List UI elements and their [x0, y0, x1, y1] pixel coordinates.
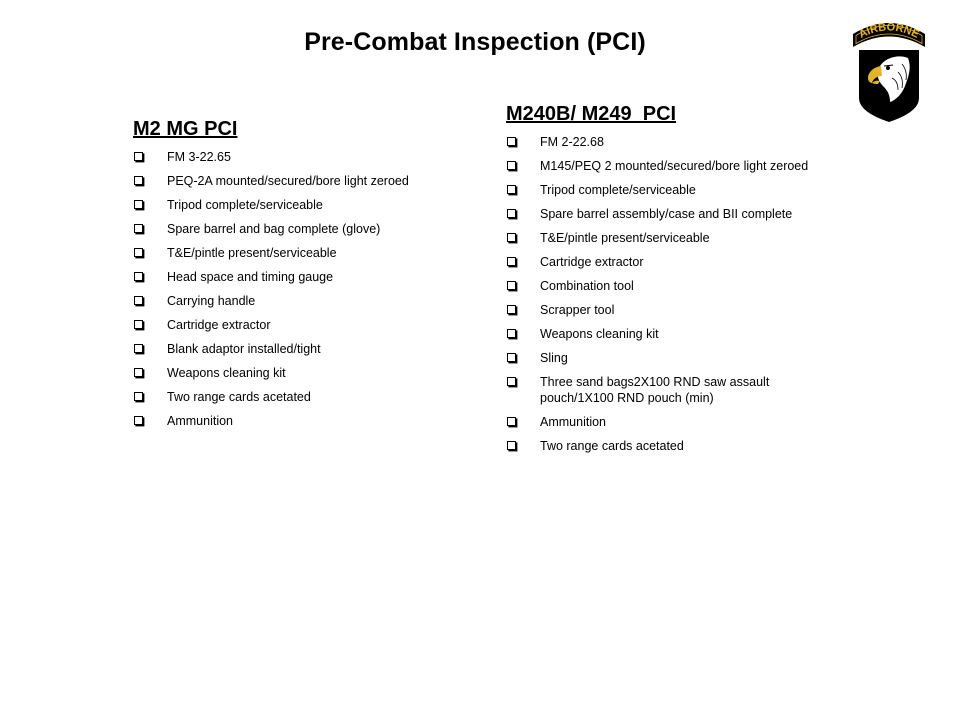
checklist-item [506, 374, 846, 406]
checklist-item [506, 438, 846, 454]
checklist-item [133, 317, 463, 333]
checklist-item-label: Spare barrel assembly/case and BII complete [540, 207, 793, 221]
checklist-item-label: FM 3-22.65 [167, 150, 231, 164]
checkbox-icon[interactable] [507, 185, 516, 194]
checkbox-icon[interactable] [134, 248, 143, 257]
checklist-item-label: Cartridge extractor [167, 318, 271, 332]
checklist-item [506, 230, 846, 246]
checkbox-icon[interactable] [507, 233, 516, 242]
checklist-item [506, 302, 846, 318]
airborne-eagle-patch-icon [850, 14, 928, 124]
checklist-item-label: Blank adaptor installed/tight [167, 342, 321, 356]
checklist-item [506, 254, 846, 270]
checkbox-icon[interactable] [507, 305, 516, 314]
checkbox-icon[interactable] [507, 209, 516, 218]
checklist-item [133, 389, 463, 405]
checklist-item-label: Ammunition [167, 414, 233, 428]
checkbox-icon[interactable] [134, 272, 143, 281]
checklist-item-label: PEQ-2A mounted/secured/bore light zeroed [167, 174, 409, 188]
checklist-item [133, 413, 463, 429]
m240b-m249-pci-checklist [506, 134, 846, 454]
checkbox-icon[interactable] [507, 353, 516, 362]
insignia [850, 14, 928, 124]
checkbox-icon[interactable] [507, 257, 516, 266]
checkbox-icon[interactable] [134, 176, 143, 185]
checklist-item [506, 414, 846, 430]
checklist-item [506, 134, 846, 150]
checklist-item-label: T&E/pintle present/serviceable [540, 231, 710, 245]
checklist-item-label: Sling [540, 351, 568, 365]
checklist-item-label: Weapons cleaning kit [167, 366, 286, 380]
checklist-item [506, 326, 846, 342]
checkbox-icon[interactable] [507, 329, 516, 338]
m2-mg-pci-section [133, 117, 463, 437]
checklist-item [133, 245, 463, 261]
checkbox-icon[interactable] [134, 368, 143, 377]
checklist-item-label: Head space and timing gauge [167, 270, 334, 284]
checklist-item-label: Carrying handle [167, 294, 256, 308]
checkbox-icon[interactable] [134, 200, 143, 209]
checklist-item-label: Two range cards acetated [167, 390, 311, 404]
checkbox-icon[interactable] [134, 224, 143, 233]
checklist-item [133, 365, 463, 381]
checklist-item [506, 182, 846, 198]
checklist-item [133, 341, 463, 357]
checklist-item-label: M145/PEQ 2 mounted/secured/bore light zeroed [540, 159, 809, 173]
checklist-item-label: Cartridge extractor [540, 255, 644, 269]
checkbox-icon[interactable] [507, 377, 516, 386]
checkbox-icon[interactable] [507, 137, 516, 146]
checkbox-icon[interactable] [134, 392, 143, 401]
checklist-item-label: FM 2-22.68 [540, 135, 604, 149]
checkbox-icon[interactable] [134, 416, 143, 425]
checklist-item [133, 197, 463, 213]
checkbox-icon[interactable] [134, 296, 143, 305]
checklist-item-label: Tripod complete/serviceable [540, 183, 696, 197]
page-title: Pre-Combat Inspection (PCI) [304, 28, 646, 56]
checkbox-icon[interactable] [134, 344, 143, 353]
checklist-item [506, 350, 846, 366]
checklist-item [506, 278, 846, 294]
checklist-item [506, 158, 846, 174]
checklist-item-label: Ammunition [540, 415, 606, 429]
checklist-item [506, 206, 846, 222]
checklist-item-label: Spare barrel and bag complete (glove) [167, 222, 381, 236]
checklist-item [133, 293, 463, 309]
m2-mg-pci-heading: M2 MG PCI [133, 118, 238, 140]
airborne-tab-text: AIRBORNE [857, 21, 921, 41]
checklist-item-label: Two range cards acetated [540, 439, 684, 453]
checklist-item-label: T&E/pintle present/serviceable [167, 246, 337, 260]
checklist-item-label: Combination tool [540, 279, 634, 293]
m240b-m249-pci-heading: M240B/ M249 PCI [506, 103, 677, 125]
checklist-item [133, 269, 463, 285]
checklist-item [133, 149, 463, 165]
checklist-item-label: Weapons cleaning kit [540, 327, 659, 341]
checklist-item-label: Three sand bags2X100 RND saw assault pouch/1X100 RND pouch (min) [540, 375, 770, 405]
checkbox-icon[interactable] [507, 161, 516, 170]
checkbox-icon[interactable] [507, 417, 516, 426]
checklist-item [133, 221, 463, 237]
checklist-item-label: Tripod complete/serviceable [167, 198, 323, 212]
checklist-item-label: Scrapper tool [540, 303, 615, 317]
checkbox-icon[interactable] [134, 152, 143, 161]
checkbox-icon[interactable] [507, 441, 516, 450]
m240b-m249-pci-section [506, 102, 846, 462]
checkbox-icon[interactable] [134, 320, 143, 329]
m2-mg-pci-checklist [133, 149, 463, 429]
checkbox-icon[interactable] [507, 281, 516, 290]
checklist-item [133, 173, 463, 189]
